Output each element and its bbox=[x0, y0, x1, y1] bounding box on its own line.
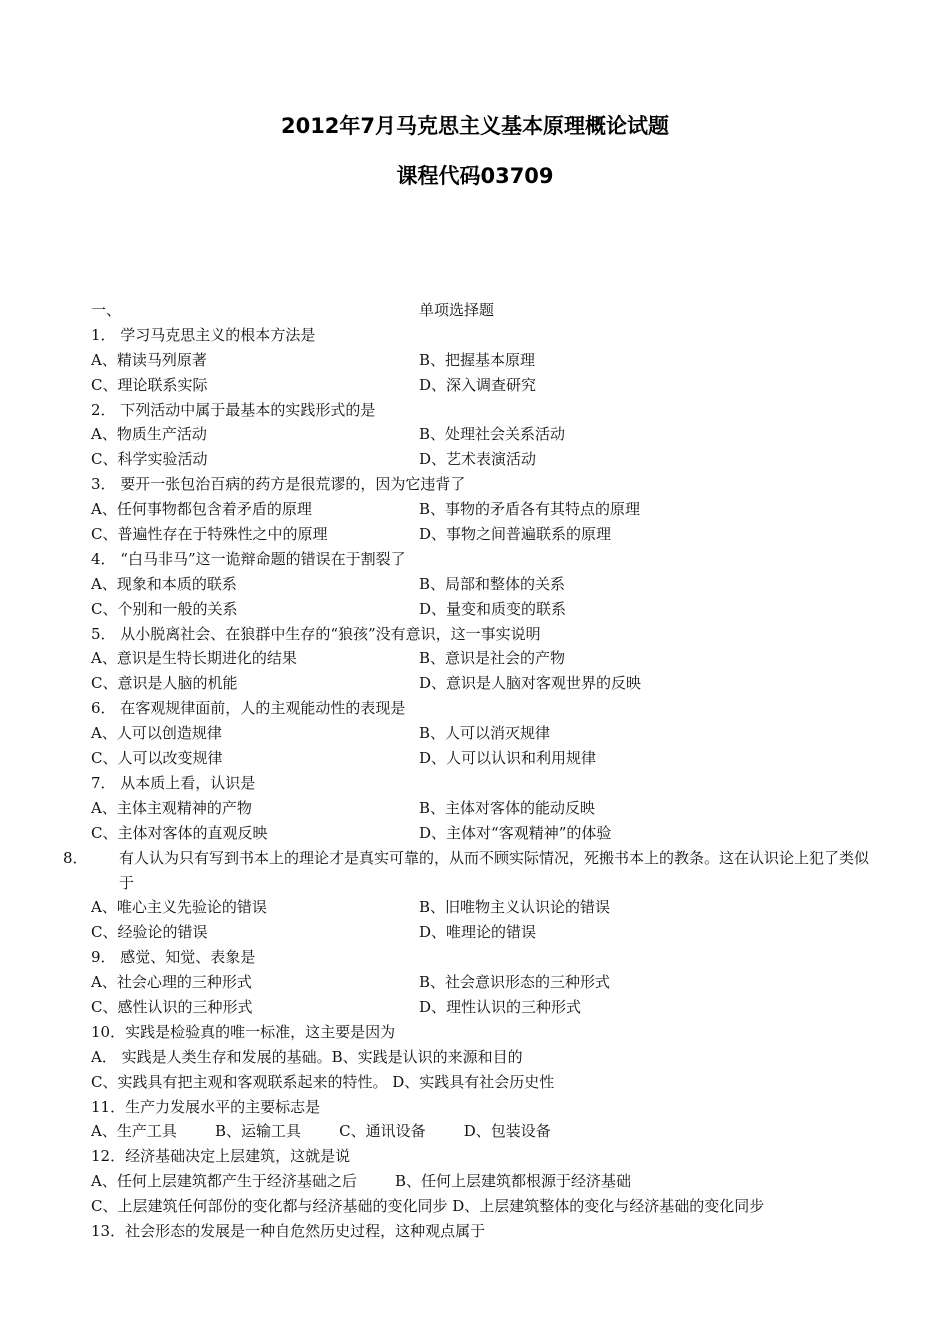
question-12-options-cd: C、上层建筑任何部份的变化都与经济基础的变化同步 D、上层建筑整体的变化与经济基础的变化同步 bbox=[91, 1197, 765, 1216]
course-code: 课程代码03709 bbox=[396, 164, 554, 188]
exam-title: 2012年7月马克思主义基本原理概论试题 bbox=[280, 114, 670, 138]
question-7-stem: 7． 从本质上看，认识是 bbox=[91, 773, 256, 792]
question-12-options-ab: A、任何上层建筑都产生于经济基础之后 B、任何上层建筑都根源于经济基础 bbox=[91, 1172, 632, 1191]
question-13-stem: 13．社会形态的发展是一种自危然历史过程，这种观点属于 bbox=[91, 1221, 486, 1240]
question-8-number: 8． bbox=[63, 848, 88, 867]
question-list bbox=[63, 298, 881, 1244]
question-8-options-ab bbox=[91, 895, 881, 920]
option-c: C、经验论的错误 bbox=[91, 923, 208, 942]
question-4-options-ab bbox=[91, 572, 881, 597]
option-b: B、意识是社会的产物 bbox=[419, 649, 566, 668]
option-a: A、唯心主义先验论的错误 bbox=[91, 898, 267, 917]
question-6-options-ab bbox=[91, 721, 881, 746]
section-heading bbox=[91, 298, 881, 323]
question-8-options-cd bbox=[91, 920, 881, 945]
question-5-stem: 5． 从小脱离社会、在狼群中生存的“狼孩”没有意识，这一事实说明 bbox=[91, 624, 541, 643]
option-d: D、理性认识的三种形式 bbox=[419, 997, 582, 1016]
question-3-stem: 3． 要开一张包治百病的药方是很荒谬的，因为它违背了 bbox=[91, 475, 466, 494]
question-3-options-ab bbox=[91, 497, 881, 522]
option-a: A、主体主观精神的产物 bbox=[91, 798, 252, 817]
section-number: 一、 bbox=[91, 301, 122, 319]
option-d: D、意识是人脑对客观世界的反映 bbox=[419, 674, 642, 693]
option-c: C、人可以改变规律 bbox=[91, 749, 223, 768]
question-8-stem bbox=[63, 846, 881, 896]
option-a: A、精读马列原著 bbox=[91, 350, 207, 369]
question-2-options-cd bbox=[91, 447, 881, 472]
option-c: C、感性认识的三种形式 bbox=[91, 997, 253, 1016]
question-1-options-cd bbox=[91, 373, 881, 398]
question-1-stem: 1． 学习马克思主义的根本方法是 bbox=[91, 325, 316, 344]
option-d: D、人可以认识和利用规律 bbox=[419, 749, 597, 768]
option-d: D、唯理论的错误 bbox=[419, 923, 537, 942]
option-a: A、人可以创造规律 bbox=[91, 724, 222, 743]
question-9-options-ab bbox=[91, 970, 881, 995]
question-12-stem: 12．经济基础决定上层建筑，这就是说 bbox=[91, 1147, 351, 1166]
section-name: 单项选择题 bbox=[419, 301, 495, 319]
option-d: D、深入调查研究 bbox=[419, 375, 537, 394]
question-5-options-ab bbox=[91, 646, 881, 671]
option-d: D、艺术表演活动 bbox=[419, 450, 537, 469]
option-c: C、意识是人脑的机能 bbox=[91, 674, 238, 693]
option-a: A、任何事物都包含着矛盾的原理 bbox=[91, 500, 312, 519]
question-1-options-ab bbox=[91, 348, 881, 373]
question-11-stem: 11．生产力发展水平的主要标志是 bbox=[91, 1097, 321, 1116]
option-c: C、主体对客体的直观反映 bbox=[91, 823, 268, 842]
option-b: B、主体对客体的能动反映 bbox=[419, 798, 596, 817]
question-10-options-ab: A． 实践是人类生存和发展的基础。B、实践是认识的来源和目的 bbox=[91, 1047, 523, 1066]
option-d: D、量变和质变的联系 bbox=[419, 599, 567, 618]
question-5-options-cd bbox=[91, 671, 881, 696]
option-b: B、事物的矛盾各有其特点的原理 bbox=[419, 500, 641, 519]
question-4-stem: 4． “白马非马”这一诡辩命题的错误在于割裂了 bbox=[91, 549, 406, 568]
question-6-options-cd bbox=[91, 746, 881, 771]
question-2-stem: 2． 下列活动中属于最基本的实践形式的是 bbox=[91, 400, 376, 419]
question-9-options-cd bbox=[91, 995, 881, 1020]
option-b: B、人可以消灭规律 bbox=[419, 724, 551, 743]
question-7-options-ab bbox=[91, 796, 881, 821]
option-c: C、个别和一般的关系 bbox=[91, 599, 238, 618]
option-b: B、把握基本原理 bbox=[419, 350, 536, 369]
option-b: B、处理社会关系活动 bbox=[419, 425, 566, 444]
option-a: A、社会心理的三种形式 bbox=[91, 973, 252, 992]
question-6-stem: 6． 在客观规律面前，人的主观能动性的表现是 bbox=[91, 699, 406, 718]
option-c: C、理论联系实际 bbox=[91, 375, 208, 394]
option-b: B、社会意识形态的三种形式 bbox=[419, 973, 611, 992]
option-a: A、意识是生特长期进化的结果 bbox=[91, 649, 297, 668]
question-9-stem: 9． 感觉、知觉、表象是 bbox=[91, 948, 256, 967]
option-d: D、事物之间普遍联系的原理 bbox=[419, 525, 612, 544]
option-a: A、物质生产活动 bbox=[91, 425, 207, 444]
option-a: A、现象和本质的联系 bbox=[91, 574, 237, 593]
question-3-options-cd bbox=[91, 522, 881, 547]
option-d: D、主体对“客观精神”的体验 bbox=[419, 823, 612, 842]
option-c: C、科学实验活动 bbox=[91, 450, 208, 469]
question-7-options-cd bbox=[91, 821, 881, 846]
option-b: B、旧唯物主义认识论的错误 bbox=[419, 898, 611, 917]
question-10-stem: 10．实践是检验真的唯一标准，这主要是因为 bbox=[91, 1022, 396, 1041]
option-b: B、局部和整体的关系 bbox=[419, 574, 566, 593]
question-11-options: A、生产工具 B、运输工具 C、通讯设备 D、包装设备 bbox=[91, 1122, 551, 1141]
question-4-options-cd bbox=[91, 597, 881, 622]
question-8-text: 有人认为只有写到书本上的理论才是真实可靠的，从而不顾实际情况，死搬书本上的教条。这在认识论上犯了类似于 bbox=[119, 848, 870, 892]
option-c: C、普遍性存在于特殊性之中的原理 bbox=[91, 525, 328, 544]
question-10-options-cd: C、实践具有把主观和客观联系起来的特性。 D、实践具有社会历史性 bbox=[91, 1072, 555, 1091]
question-2-options-ab bbox=[91, 422, 881, 447]
